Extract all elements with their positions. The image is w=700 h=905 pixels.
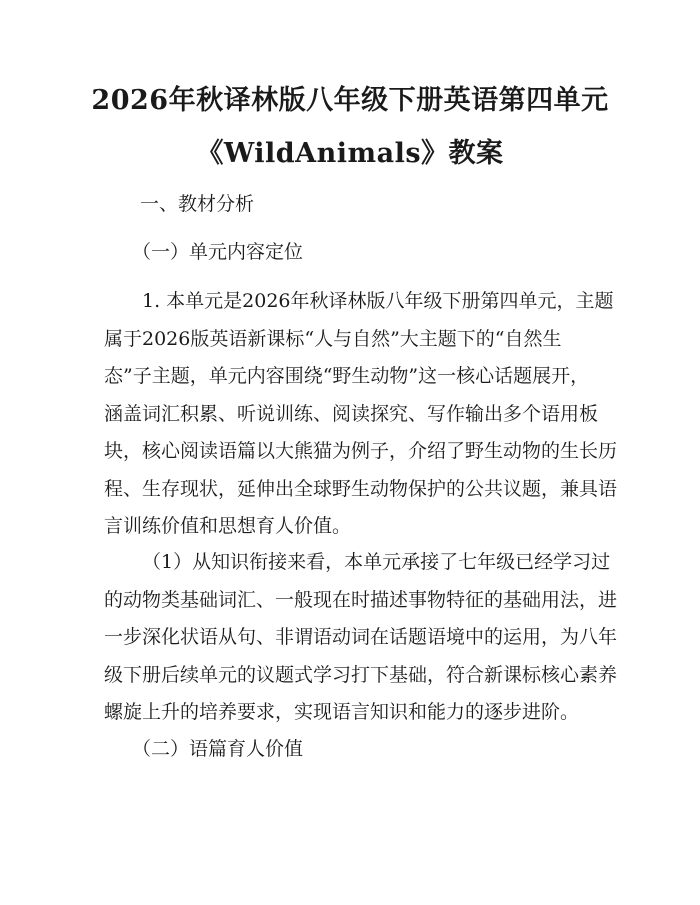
paragraph-line: 块，核心阅读语篇以大熊猫为例子，介绍了野生动物的生长历 (104, 440, 618, 462)
subsection-heading-educational-value: （二）语篇育人价值 (132, 738, 304, 760)
paragraph-line: （1）从知识衔接来看，本单元承接了七年级已经学习过 (142, 551, 611, 573)
document-title-line-1: 2026年秋译林版八年级下册英语第四单元 (91, 85, 609, 116)
paragraph-line: 涵盖词汇积累、听说训练、阅读探究、写作输出多个语用板 (104, 402, 599, 425)
document-title-line-2: 《WildAnimals》教案 (196, 138, 504, 169)
paragraph-unit-overview (104, 283, 618, 546)
paragraph-line: 级下册后续单元的议题式学习打下基础，符合新课标核心素养 (104, 663, 618, 686)
paragraph-line: 螺旋上升的培养要求，实现语言知识和能力的逐步进阶。 (104, 701, 580, 723)
paragraph-line: 一步深化状语从句、非谓语动词在话题语境中的运用，为八年 (104, 626, 618, 648)
section-heading-textbook-analysis: 一、教材分析 (140, 193, 255, 215)
paragraph-knowledge-connection (104, 544, 618, 732)
paragraph-line: 程、生存现状，延伸出全球野生动物保护的公共议题，兼具语 (104, 477, 618, 500)
paragraph-line: 态”子主题，单元内容围绕“野生动物”这一核心话题展开， (104, 365, 590, 387)
paragraph-line: 属于2026版英语新课标“人与自然”大主题下的“自然生 (104, 327, 562, 350)
paragraph-line: 言训练价值和思想育人价值。 (104, 515, 352, 537)
paragraph-line: 的动物类基础词汇、一般现在时描述事物特征的基础用法，进 (104, 588, 618, 611)
paragraph-line: 1. 本单元是2026年秋译林版八年级下册第四单元，主题 (142, 290, 614, 312)
subsection-heading-unit-positioning: （一）单元内容定位 (132, 241, 304, 263)
